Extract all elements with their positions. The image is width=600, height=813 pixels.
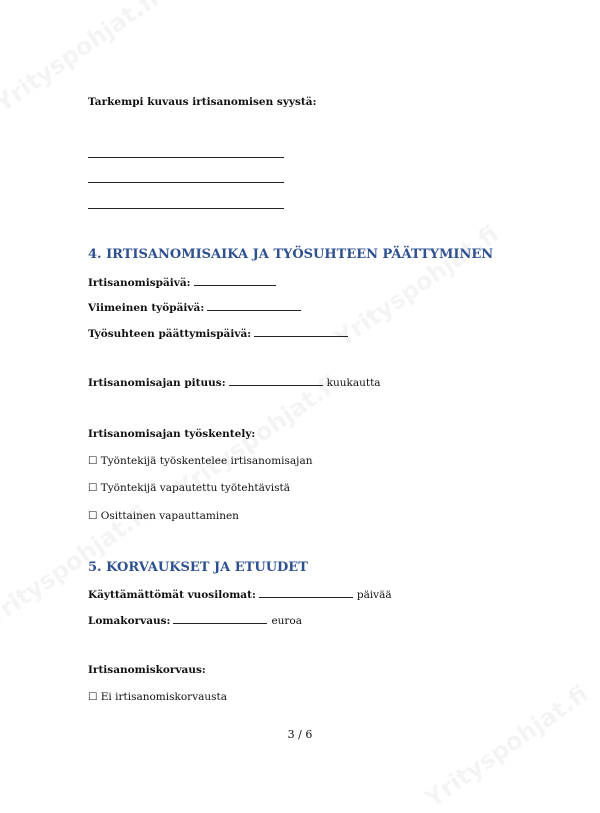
end-date-field[interactable] bbox=[254, 335, 348, 337]
end-date-label: Työsuhteen päättymispäivä: bbox=[88, 328, 252, 340]
notice-length-field[interactable] bbox=[229, 384, 323, 386]
end-date-row bbox=[88, 328, 352, 340]
option-no-severance[interactable]: ☐ Ei irtisanomiskorvausta bbox=[88, 691, 228, 703]
notice-date-label: Irtisanomispäivä: bbox=[88, 277, 191, 289]
last-workday-field[interactable] bbox=[207, 309, 301, 311]
working-label: Irtisanomisajan työskentely: bbox=[88, 428, 256, 440]
notice-length-unit: kuukautta bbox=[326, 377, 381, 389]
holiday-comp-label: Lomakorvaus: bbox=[88, 615, 171, 627]
vacation-field[interactable] bbox=[259, 596, 353, 598]
notice-date-field[interactable] bbox=[194, 284, 276, 286]
last-workday-row bbox=[88, 302, 305, 314]
notice-date-row bbox=[88, 277, 280, 289]
holiday-comp-row bbox=[88, 615, 302, 627]
notice-length-row bbox=[88, 377, 381, 389]
vacation-row bbox=[88, 589, 392, 601]
blank-line[interactable] bbox=[88, 157, 284, 158]
vacation-label: Käyttämättömät vuosilomat: bbox=[88, 589, 256, 601]
watermark bbox=[420, 680, 594, 813]
notice-length-label: Irtisanomisajan pituus: bbox=[88, 377, 226, 389]
holiday-comp-field[interactable] bbox=[173, 622, 267, 624]
severance-label: Irtisanomiskorvaus: bbox=[88, 664, 206, 676]
option-partial-release[interactable]: ☐ Osittainen vapauttaminen bbox=[88, 510, 239, 522]
last-workday-label: Viimeinen työpäivä: bbox=[88, 302, 205, 314]
section-5-heading: 5. KORVAUKSET JA ETUUDET bbox=[88, 560, 308, 575]
option-works-notice[interactable]: ☐ Työntekijä työskentelee irtisanomisajan bbox=[88, 455, 313, 467]
page-number: 3 / 6 bbox=[287, 728, 313, 741]
detail-label: Tarkempi kuvaus irtisanomisen syystä: bbox=[88, 96, 317, 108]
blank-line[interactable] bbox=[88, 208, 284, 209]
section-4-heading: 4. IRTISANOMISAIKA JA TYÖSUHTEEN PÄÄTTYMINEN bbox=[88, 247, 494, 262]
blank-line[interactable] bbox=[88, 182, 284, 183]
holiday-comp-unit: euroa bbox=[271, 615, 303, 627]
vacation-unit: päivää bbox=[356, 589, 392, 601]
watermark bbox=[330, 220, 504, 353]
option-released[interactable]: ☐ Työntekijä vapautettu työtehtävistä bbox=[88, 482, 290, 494]
